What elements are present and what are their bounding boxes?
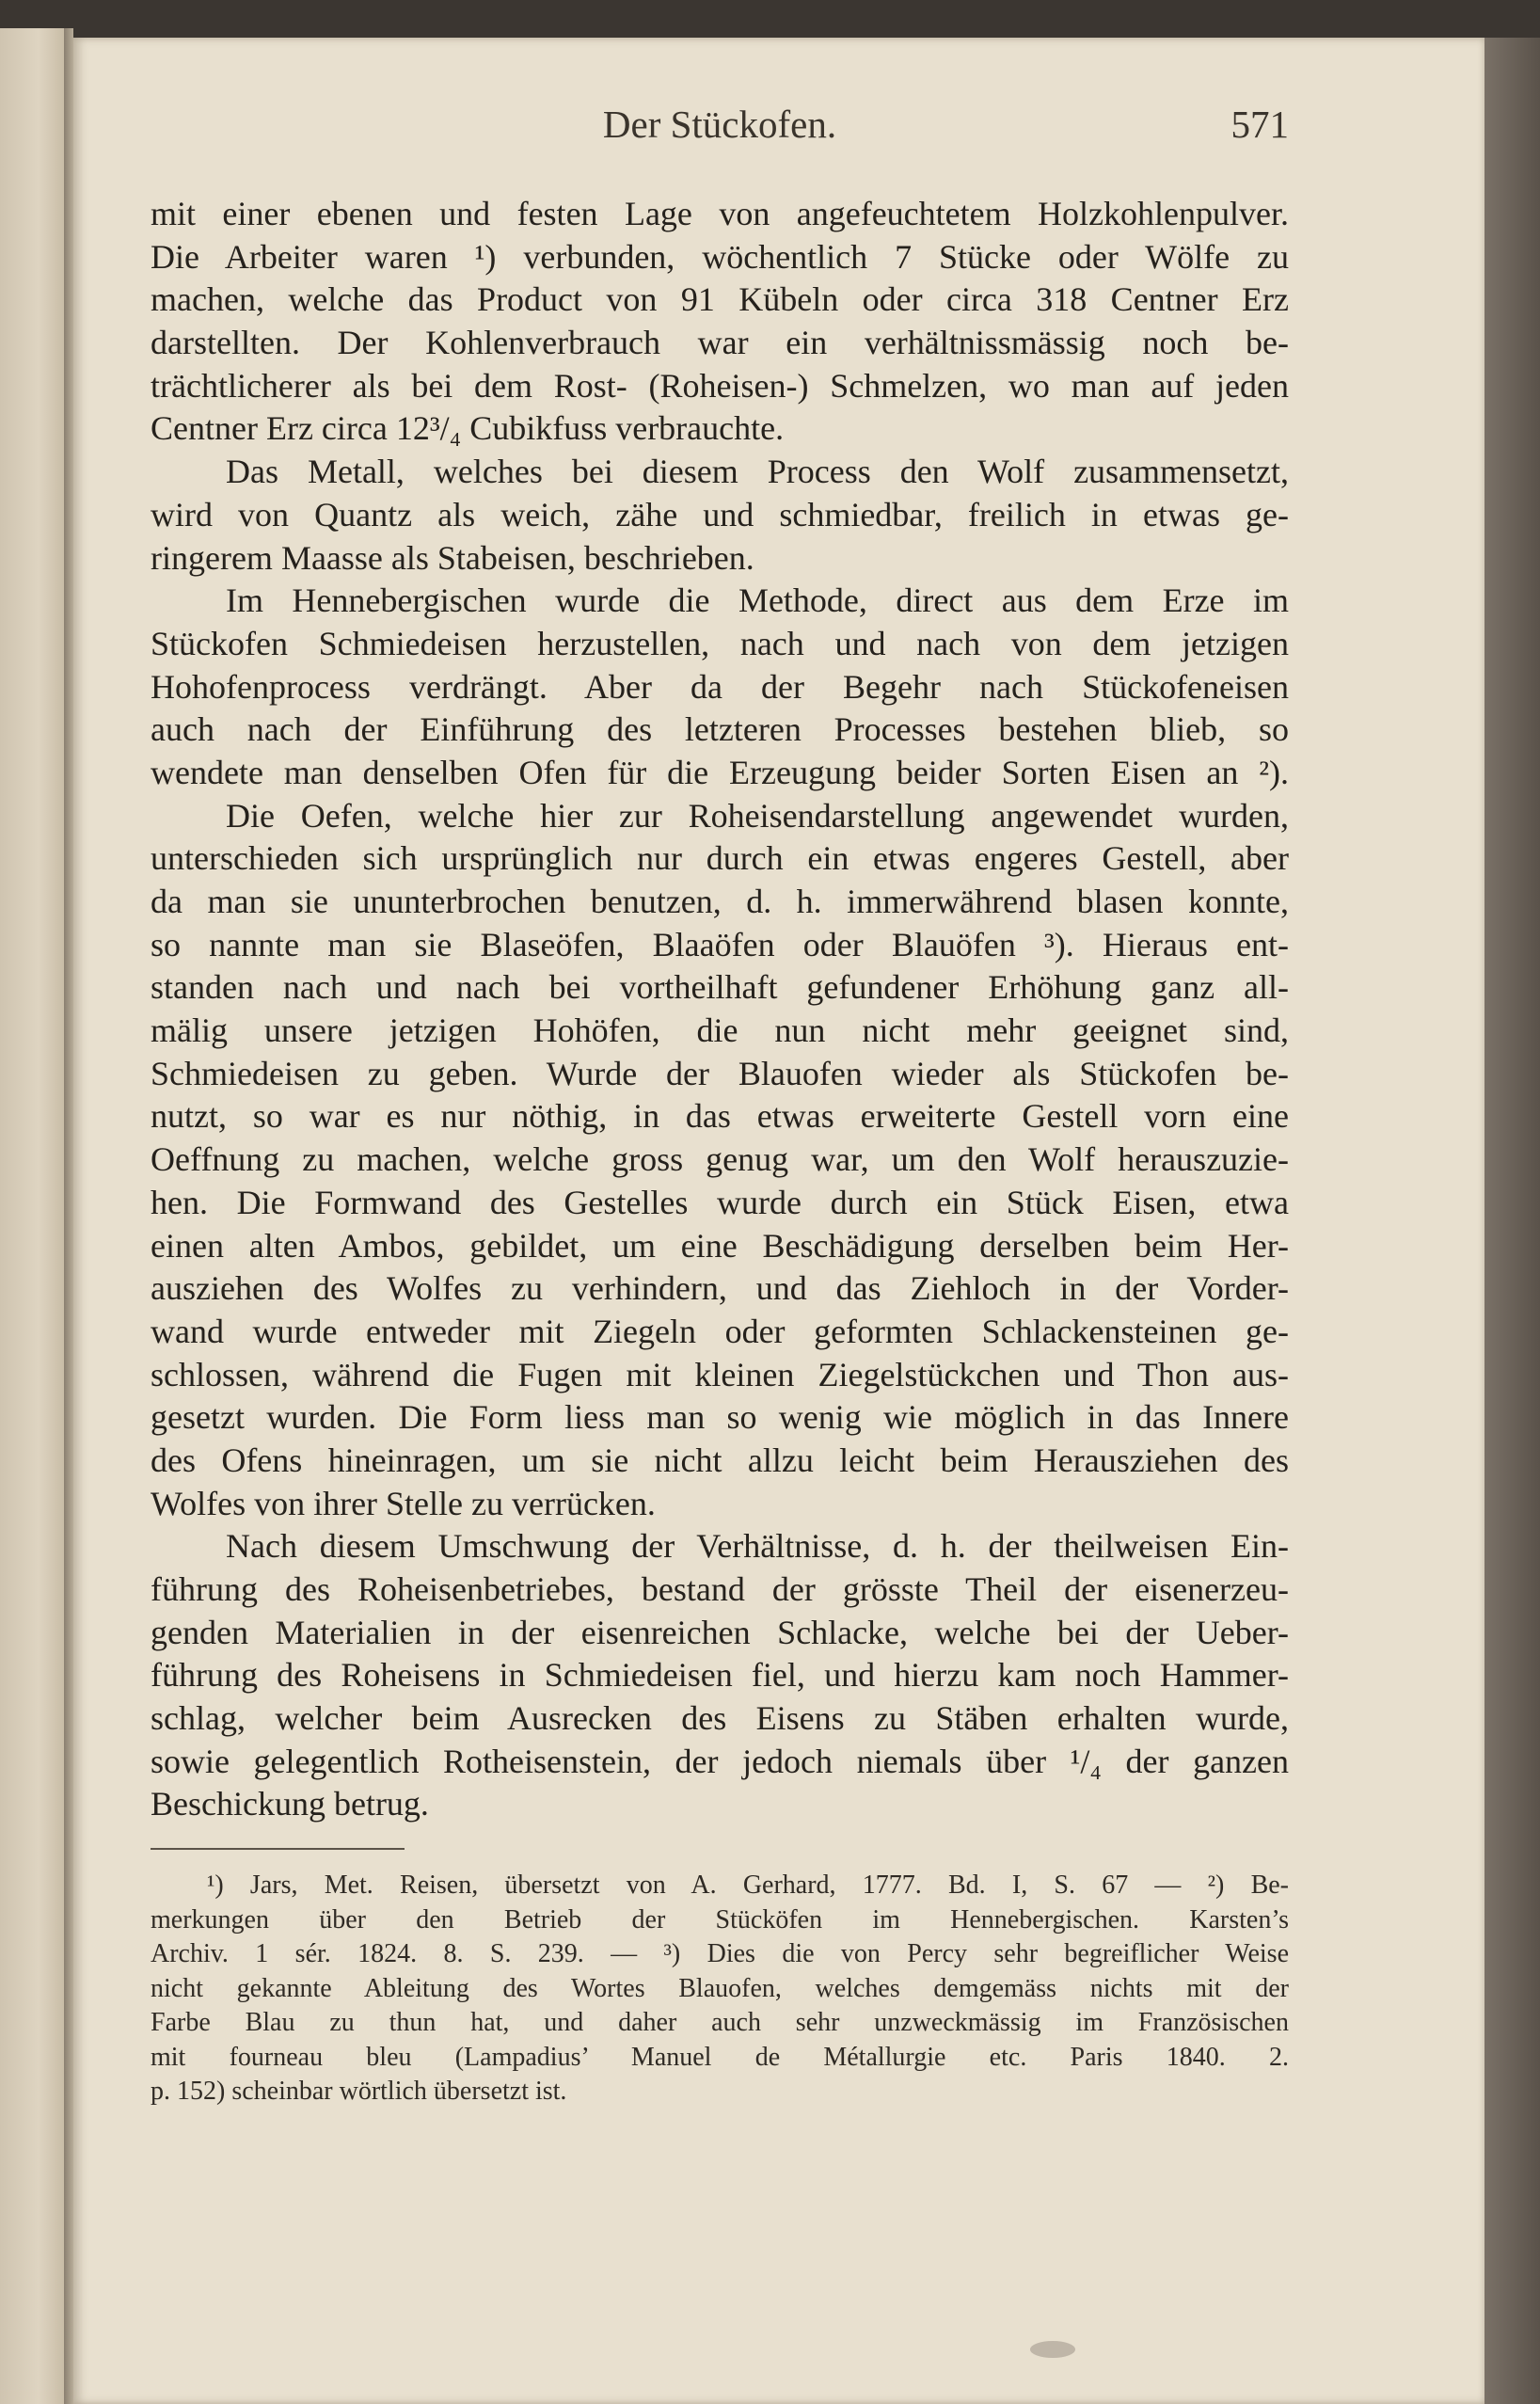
text-line: unterschieden sich ursprünglich nur durch ein etwas engeres Gestell, aber: [151, 839, 1289, 878]
text-line: standen nach und nach bei vortheilhaft gefundener Erhöhung ganz all-: [151, 968, 1289, 1007]
footnote-line: p. 152) scheinbar wörtlich übersetzt ist.: [151, 2077, 567, 2106]
text-line: schlag, welcher beim Ausrecken des Eisens zu Stäben erhalten wurde,: [151, 1699, 1289, 1738]
text-line: Stückofen Schmiedeisen herzustellen, nach und nach von dem jetzigen: [151, 624, 1289, 662]
text-line: gesetzt wurden. Die Form liess man so wenig wie möglich in das Innere: [151, 1398, 1289, 1437]
text-line: Das Metall, welches bei diesem Process den Wolf zusammensetzt,: [226, 453, 1289, 491]
text-line: mälig unsere jetzigen Hohöfen, die nun nicht mehr geeignet sind,: [151, 1011, 1289, 1050]
text-line: trächtlicherer als bei dem Rost- (Roheisen-) Schmelzen, wo man auf jeden: [151, 366, 1289, 405]
facing-page-edge: [0, 28, 64, 2404]
text-line: ringerem Maasse als Stabeisen, beschrieben.: [151, 538, 754, 577]
footnote-line: Archiv. 1 sér. 1824. 8. S. 239. — ³) Dies die von Percy sehr begreiflicher Weise: [151, 1939, 1289, 1968]
text-line: Die Arbeiter waren ¹) verbunden, wöchentlich 7 Stücke oder Wölfe zu: [151, 237, 1289, 276]
footnotes: [151, 1869, 1289, 2109]
page-number: 571: [1230, 103, 1289, 146]
text-line: darstellten. Der Kohlenverbrauch war ein verhältnissmässig noch be-: [151, 324, 1289, 362]
text-line: Wolfes von ihrer Stelle zu verrücken.: [151, 1484, 656, 1522]
text-line: wand wurde entweder mit Ziegeln oder geformten Schlackensteinen ge-: [151, 1312, 1289, 1350]
paper-speck: [1030, 2341, 1075, 2358]
text-line: einen alten Ambos, gebildet, um eine Beschädigung derselben beim Her-: [151, 1226, 1289, 1265]
footnote-line: nicht gekannte Ableitung des Wortes Blauofen, welches demgemäss nichts mit der: [151, 1973, 1289, 2003]
text-line: Hohofenprocess verdrängt. Aber da der Begehr nach Stückofeneisen: [151, 667, 1289, 706]
text-line: führung des Roheisens in Schmiedeisen fiel, und hierzu kam noch Hammer-: [151, 1656, 1289, 1695]
footnote-divider: [151, 1848, 405, 1850]
book-spine: [64, 28, 73, 2404]
text-line: machen, welche das Product von 91 Kübeln oder circa 318 Centner Erz: [151, 280, 1289, 319]
text-line: da man sie ununterbrochen benutzen, d. h. immerwährend blasen konnte,: [151, 883, 1289, 920]
footnote-line: ¹) Jars, Met. Reisen, übersetzt von A. Gerhard, 1777. Bd. I, S. 67 — ²) Be-: [207, 1871, 1289, 1900]
text-line: Schmiedeisen zu geben. Wurde der Blauofen wieder als Stückofen be-: [151, 1054, 1289, 1092]
text-line: führung des Roheisenbetriebes, bestand der grösste Theil der eisenerzeu-: [151, 1570, 1289, 1608]
text-line: genden Materialien in der eisenreichen Schlacke, welche bei der Ueber-: [151, 1613, 1289, 1651]
footnote-line: merkungen über den Betrieb der Stücköfen im Hennebergischen. Karsten’s: [151, 1904, 1289, 1934]
text-line: Im Hennebergischen wurde die Methode, direct aus dem Erze im: [226, 581, 1289, 620]
footnote-line: mit fourneau bleu (Lampadius’ Manuel de Métallurgie etc. Paris 1840. 2.: [151, 2042, 1289, 2072]
text-line: hen. Die Formwand des Gestelles wurde durch ein Stück Eisen, etwa: [151, 1183, 1289, 1221]
text-line: Oeffnung zu machen, welche gross genug war, um den Wolf herauszuzie-: [151, 1140, 1289, 1179]
text-line: Beschickung betrug.: [151, 1785, 429, 1823]
text-line: wird von Quantz als weich, zähe und schmiedbar, freilich in etwas ge-: [151, 495, 1289, 533]
text-line: auch nach der Einführung des letzteren Processes bestehen blieb, so: [151, 710, 1289, 749]
text-line: schlossen, während die Fugen mit kleinen Ziegelstückchen und Thon aus-: [151, 1355, 1289, 1393]
page-edge-shadow: [1484, 38, 1540, 2404]
text-line: wendete man denselben Ofen für die Erzeugung beider Sorten Eisen an ²).: [151, 753, 1289, 791]
running-header: [151, 102, 1289, 167]
text-line: Centner Erz circa 12³/₄ Cubikfuss verbrauchte.: [151, 409, 785, 448]
text-line: nutzt, so war es nur nöthig, in das etwas erweiterte Gestell vorn eine: [151, 1097, 1289, 1136]
text-line: so nannte man sie Blaseöfen, Blaaöfen oder Blauöfen ³). Hieraus ent-: [151, 925, 1289, 963]
text-line: ausziehen des Wolfes zu verhindern, und das Ziehloch in der Vorder-: [151, 1269, 1289, 1308]
text-line: Die Oefen, welche hier zur Roheisendarstellung angewendet wurden,: [226, 796, 1289, 835]
footnote-line: Farbe Blau zu thun hat, und daher auch sehr unzweckmässig im Französischen: [151, 2008, 1289, 2037]
text-line: des Ofens hineinragen, um sie nicht allzu leicht beim Herausziehen des: [151, 1441, 1289, 1479]
text-line: sowie gelegentlich Rotheisenstein, der jedoch niemals über ¹/₄ der ganzen: [151, 1742, 1289, 1780]
text-line: mit einer ebenen und festen Lage von angefeuchtetem Holzkohlenpulver.: [151, 195, 1289, 232]
text-line: Nach diesem Umschwung der Verhältnisse, d. h. der theilweisen Ein-: [226, 1527, 1289, 1566]
running-title: Der Stückofen.: [602, 103, 837, 146]
body-text: [151, 193, 1289, 1826]
